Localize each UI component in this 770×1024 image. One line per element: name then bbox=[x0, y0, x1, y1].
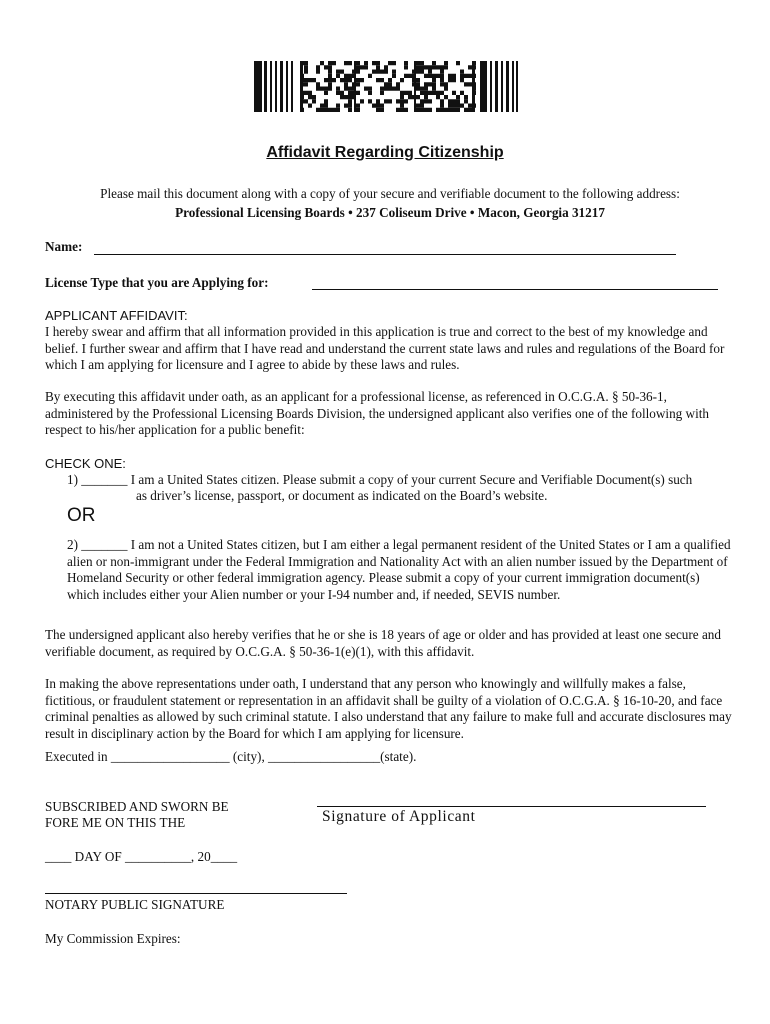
penalty-paragraph: In making the above representations under oath, I understand that any person who knowingly and willfully makes a false, fictitious, or fraudulent statement or representation in an affidavit shall be guilty of a violation of O.C.G.A. § 16-10-20, and face criminal penalties as allowed by such criminal statute. I also understand that any failure to make full and accurate disclosures may result in disciplinary action by the Board for which I am applying for licensure. bbox=[45, 676, 732, 741]
applicant-affidavit-heading: APPLICANT AFFIDAVIT: bbox=[45, 308, 188, 323]
page-title: Affidavit Regarding Citizenship bbox=[266, 144, 504, 161]
option-citizen-detail: as driver’s license, passport, or document as indicated on the Board’s website. bbox=[136, 488, 548, 503]
executed-in-line[interactable]: Executed in __________________ (city), _________________(state). bbox=[45, 749, 417, 764]
license-type-label: License Type that you are Applying for: bbox=[45, 275, 269, 290]
check-one-heading: CHECK ONE: bbox=[45, 456, 126, 471]
notary-label: NOTARY PUBLIC SIGNATURE bbox=[45, 897, 225, 912]
oath-paragraph: By executing this affidavit under oath, as an applicant for a professional license, as referenced in O.C.G.A. § 50-36-1, administered by the Professional Licensing Boards Division, the undersigned applicant also verifies one of the following with respect to his/her application for a public benefit: bbox=[45, 389, 709, 437]
name-field[interactable] bbox=[94, 254, 676, 255]
subscribed-line-1: SUBSCRIBED AND SWORN BE bbox=[45, 799, 229, 814]
affidavit-paragraph: I hereby swear and affirm that all information provided in this application is true and correct to the best of my knowledge and belief. I further swear and affirm that I have read and understand the current state laws and rules and regulations of the Board for which I am applying for licensure and I agree to abide by these laws and rules. bbox=[45, 324, 725, 372]
day-of-line[interactable]: ____ DAY OF __________, 20____ bbox=[45, 849, 238, 864]
applicant-signature-field[interactable] bbox=[317, 806, 706, 807]
barcode-image bbox=[254, 61, 518, 112]
commission-expires-label: My Commission Expires: bbox=[45, 931, 181, 946]
mail-instruction: Please mail this document along with a copy of your secure and verifiable document to the following address: bbox=[100, 186, 680, 201]
age-verification-paragraph: The undersigned applicant also hereby verifies that he or she is 18 years of age or older and has provided at least one secure and verifiable document, as required by O.C.G.A. § 50-36-1(e)(1), with this affidavit. bbox=[45, 627, 721, 659]
signature-label: Signature of Applicant bbox=[322, 808, 476, 825]
notary-signature-field[interactable] bbox=[45, 893, 347, 894]
or-divider: OR bbox=[67, 505, 96, 526]
option-citizen[interactable]: 1) _______ I am a United States citizen. Please submit a copy of your current Secure and Verifiable Document(s) such bbox=[67, 472, 693, 487]
option-noncitizen[interactable]: 2) _______ I am not a United States citizen, but I am either a legal permanent resident of the United States or I am a qualified alien or non-immigrant under the Federal Immigration and Nationality Act with an alien number issued by the Department of Homeland Security or other federal immigration agency. Please submit a copy of your current immigration document(s) which includes either your Alien number or your I-94 number and, if needed, SEVIS number. bbox=[67, 537, 731, 602]
subscribed-line-2: FORE ME ON THIS THE bbox=[45, 815, 186, 830]
license-type-field[interactable] bbox=[312, 289, 718, 290]
name-label: Name: bbox=[45, 239, 83, 254]
mailing-address: Professional Licensing Boards • 237 Coliseum Drive • Macon, Georgia 31217 bbox=[175, 205, 605, 220]
